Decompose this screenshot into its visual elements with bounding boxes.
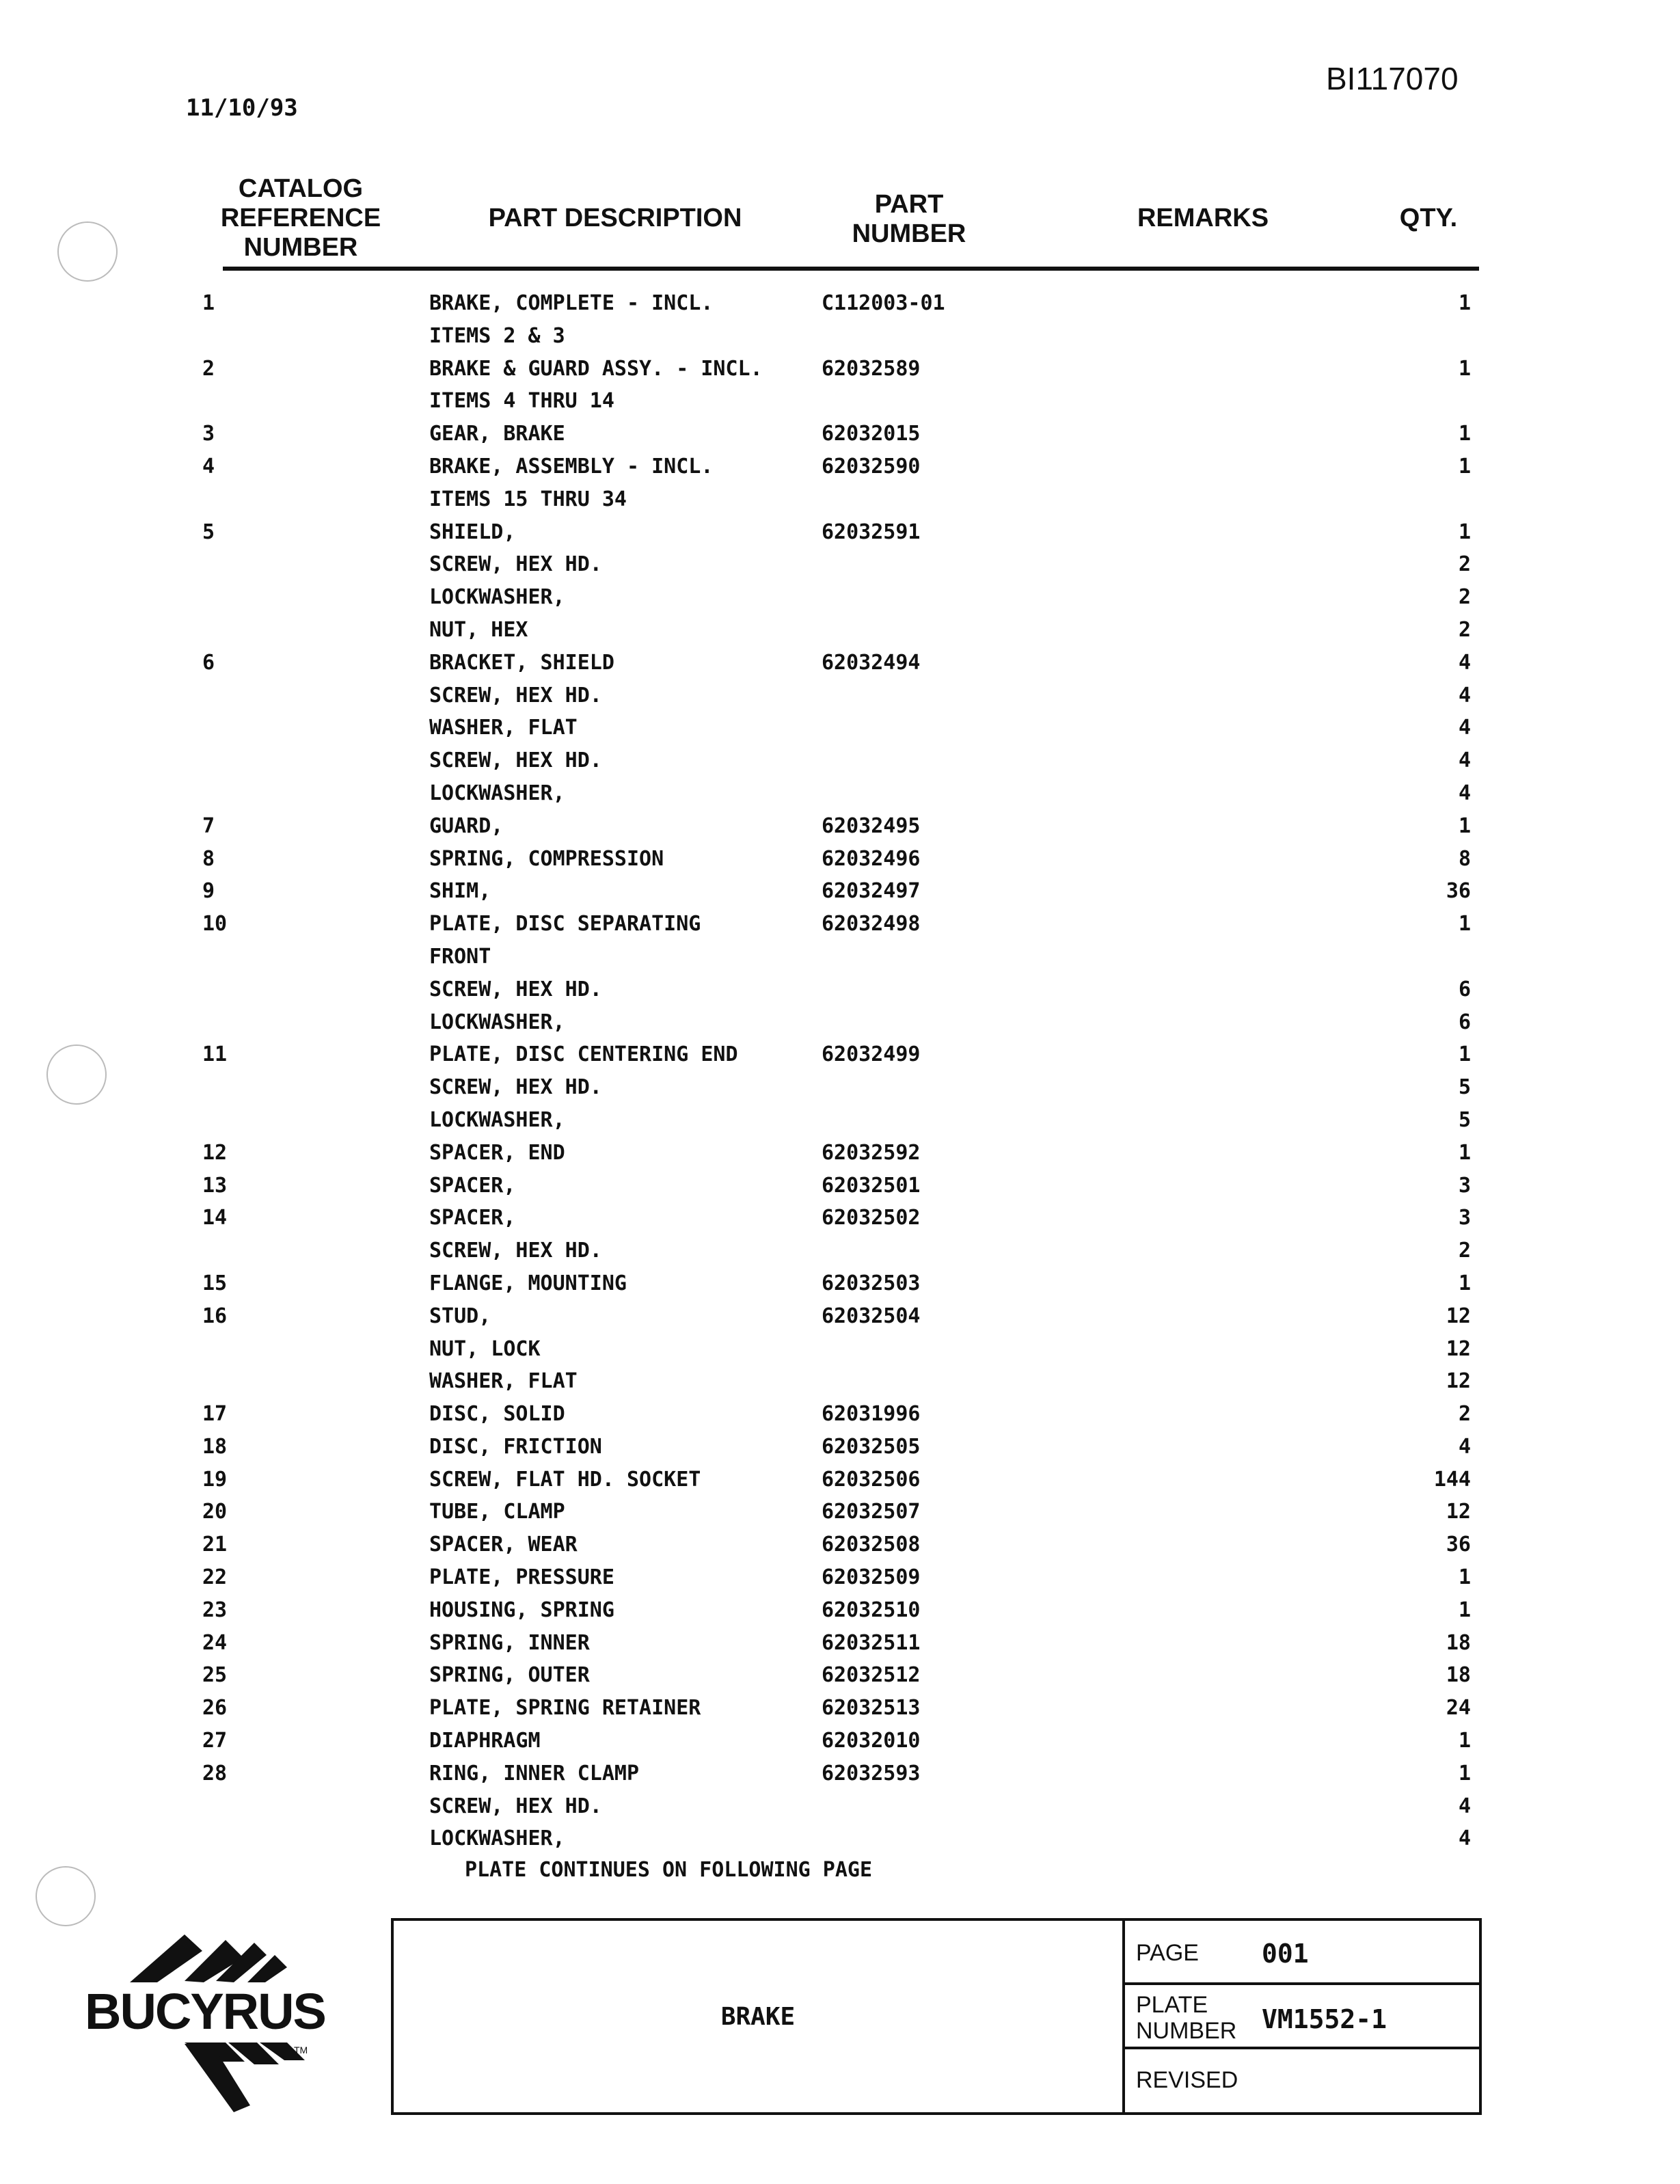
table-row <box>0 1762 1680 1794</box>
revised-cell <box>1125 2049 1479 2112</box>
part-description: LOCKWASHER, <box>429 781 565 805</box>
part-number: 62032508 <box>822 1533 921 1557</box>
table-row <box>0 1271 1680 1304</box>
header-remarks: REMARKS <box>1137 204 1269 232</box>
part-number: 62032504 <box>822 1304 921 1328</box>
table-row <box>0 1598 1680 1631</box>
table-row <box>0 1663 1680 1696</box>
quantity: 8 <box>1458 846 1471 871</box>
table-row <box>0 1369 1680 1402</box>
page-cell <box>1125 1921 1479 1985</box>
continues-note: PLATE CONTINUES ON FOLLOWING PAGE <box>465 1858 873 1882</box>
table-row <box>0 422 1680 455</box>
table-row <box>0 781 1680 814</box>
ref-number: 15 <box>202 1271 228 1295</box>
header-rule <box>223 267 1479 271</box>
table-row <box>0 1141 1680 1174</box>
part-description: SPRING, INNER <box>429 1630 590 1655</box>
part-description: STUD, <box>429 1304 491 1328</box>
quantity: 1 <box>1458 422 1471 446</box>
ref-number: 22 <box>202 1565 228 1590</box>
parts-list <box>0 291 1680 1859</box>
part-description: PLATE, DISC CENTERING END <box>429 1042 738 1067</box>
part-description: ITEMS 15 THRU 34 <box>429 487 627 511</box>
ref-number: 16 <box>202 1304 228 1328</box>
quantity: 2 <box>1458 617 1471 642</box>
table-row <box>0 1206 1680 1239</box>
ref-number: 10 <box>202 912 228 936</box>
part-description: WASHER, FLAT <box>429 716 578 740</box>
part-description: PLATE, PRESSURE <box>429 1565 614 1590</box>
part-description: BRAKE & GUARD ASSY. - INCL. <box>429 356 763 381</box>
part-number: 62032510 <box>822 1597 921 1622</box>
quantity: 2 <box>1458 585 1471 610</box>
part-description: SCREW, FLAT HD. SOCKET <box>429 1467 701 1492</box>
part-number: 62032589 <box>822 356 921 381</box>
quantity: 1 <box>1458 1597 1471 1622</box>
header-catalog-reference: CATALOG REFERENCE NUMBER <box>220 174 381 262</box>
part-description: NUT, HEX <box>429 617 528 642</box>
ref-number: 20 <box>202 1500 228 1524</box>
table-row <box>0 651 1680 684</box>
part-number: 62032593 <box>822 1761 921 1785</box>
quantity: 12 <box>1446 1500 1471 1524</box>
ref-number: 4 <box>202 454 215 478</box>
quantity: 4 <box>1458 650 1471 675</box>
quantity: 6 <box>1458 977 1471 1001</box>
quantity: 6 <box>1458 1010 1471 1034</box>
title-block-info <box>1122 1921 1479 2112</box>
quantity: 3 <box>1458 1173 1471 1198</box>
binder-hole <box>46 1044 107 1105</box>
ref-number: 7 <box>202 813 215 838</box>
logo-tm: TM <box>294 2045 308 2055</box>
part-number: 62032497 <box>822 879 921 904</box>
part-number: 62032506 <box>822 1467 921 1492</box>
quantity: 2 <box>1458 552 1471 577</box>
revised-label: REVISED <box>1136 2067 1238 2093</box>
part-description: TUBE, CLAMP <box>429 1500 565 1524</box>
part-description: HOUSING, SPRING <box>429 1597 614 1622</box>
part-description: SPRING, OUTER <box>429 1663 590 1688</box>
table-row <box>0 1533 1680 1565</box>
part-number: 62032592 <box>822 1140 921 1165</box>
part-description: SHIM, <box>429 879 491 904</box>
quantity: 144 <box>1433 1467 1471 1492</box>
part-description: PLATE, SPRING RETAINER <box>429 1696 701 1721</box>
title-block-title: BRAKE <box>720 2002 796 2031</box>
part-description: LOCKWASHER, <box>429 1010 565 1034</box>
part-description: ITEMS 4 THRU 14 <box>429 389 614 414</box>
quantity: 4 <box>1458 749 1471 773</box>
ref-number: 25 <box>202 1663 228 1688</box>
part-description: SCREW, HEX HD. <box>429 683 602 707</box>
table-row <box>0 455 1680 487</box>
quantity: 4 <box>1458 716 1471 740</box>
table-row <box>0 552 1680 585</box>
part-number: 62032010 <box>822 1729 921 1753</box>
page-label: PAGE <box>1136 1940 1199 1966</box>
part-description: DISC, FRICTION <box>429 1434 602 1459</box>
table-row <box>0 1729 1680 1762</box>
quantity: 5 <box>1458 1075 1471 1100</box>
part-description: NUT, LOCK <box>429 1336 541 1361</box>
ref-number: 2 <box>202 356 215 381</box>
table-row <box>0 1631 1680 1664</box>
quantity: 36 <box>1446 879 1471 904</box>
table-row <box>0 847 1680 880</box>
ref-number: 6 <box>202 650 215 675</box>
plate-label: PLATE NUMBER <box>1136 1992 1237 2044</box>
plate-cell <box>1125 1985 1479 2049</box>
part-number: 62032503 <box>822 1271 921 1295</box>
part-number: 62032507 <box>822 1500 921 1524</box>
quantity: 1 <box>1458 291 1471 315</box>
quantity: 12 <box>1446 1304 1471 1328</box>
title-block <box>391 1918 1482 2115</box>
part-description: LOCKWASHER, <box>429 1826 565 1851</box>
table-row <box>0 389 1680 422</box>
ref-number: 28 <box>202 1761 228 1785</box>
table-row <box>0 749 1680 781</box>
part-description: LOCKWASHER, <box>429 1107 565 1132</box>
part-description: SHIELD, <box>429 520 516 544</box>
ref-number: 18 <box>202 1434 228 1459</box>
table-row <box>0 487 1680 520</box>
part-description: DIAPHRAGM <box>429 1729 541 1753</box>
part-number: 62032496 <box>822 846 921 871</box>
part-description: SCREW, HEX HD. <box>429 1075 602 1100</box>
ref-number: 19 <box>202 1467 228 1492</box>
ref-number: 26 <box>202 1696 228 1721</box>
table-row <box>0 1108 1680 1141</box>
table-row <box>0 912 1680 945</box>
table-row <box>0 1402 1680 1435</box>
header-part-description: PART DESCRIPTION <box>488 204 742 232</box>
part-description: ITEMS 2 & 3 <box>429 323 565 348</box>
part-description: GEAR, BRAKE <box>429 422 565 446</box>
document-id: BI117070 <box>1326 61 1459 96</box>
part-description: BRACKET, SHIELD <box>429 650 614 675</box>
table-row <box>0 1696 1680 1729</box>
table-row <box>0 945 1680 978</box>
part-description: BRAKE, ASSEMBLY - INCL. <box>429 454 714 478</box>
part-description: LOCKWASHER, <box>429 585 565 610</box>
part-description: PLATE, DISC SEPARATING <box>429 912 701 936</box>
quantity: 2 <box>1458 1239 1471 1263</box>
part-number: 62032499 <box>822 1042 921 1067</box>
table-row <box>0 357 1680 390</box>
part-description: SCREW, HEX HD. <box>429 977 602 1001</box>
quantity: 36 <box>1446 1533 1471 1557</box>
part-description: SPACER, <box>429 1206 516 1230</box>
part-number: 62032590 <box>822 454 921 478</box>
part-description: SCREW, HEX HD. <box>429 1239 602 1263</box>
part-description: GUARD, <box>429 813 504 838</box>
table-row <box>0 1075 1680 1108</box>
header-qty: QTY. <box>1399 204 1458 232</box>
quantity: 4 <box>1458 1826 1471 1851</box>
part-description: WASHER, FLAT <box>429 1369 578 1394</box>
quantity: 18 <box>1446 1630 1471 1655</box>
quantity: 4 <box>1458 1434 1471 1459</box>
table-row <box>0 1239 1680 1271</box>
table-row <box>0 1565 1680 1598</box>
table-row <box>0 879 1680 912</box>
table-row <box>0 716 1680 749</box>
quantity: 1 <box>1458 1565 1471 1590</box>
binder-hole <box>57 221 118 282</box>
part-description: SPACER, WEAR <box>429 1533 578 1557</box>
table-row <box>0 1500 1680 1533</box>
part-number: 62032495 <box>822 813 921 838</box>
part-number: 62032505 <box>822 1434 921 1459</box>
table-row <box>0 1337 1680 1370</box>
ref-number: 27 <box>202 1729 228 1753</box>
part-description: BRAKE, COMPLETE - INCL. <box>429 291 714 315</box>
quantity: 18 <box>1446 1663 1471 1688</box>
part-number: 62032015 <box>822 422 921 446</box>
page-value: 001 <box>1262 1939 1309 1969</box>
ref-number: 8 <box>202 846 215 871</box>
table-row <box>0 618 1680 651</box>
part-number: 62032502 <box>822 1206 921 1230</box>
ref-number: 23 <box>202 1597 228 1622</box>
ref-number: 9 <box>202 879 215 904</box>
ref-number: 13 <box>202 1173 228 1198</box>
ref-number: 14 <box>202 1206 228 1230</box>
table-row <box>0 814 1680 847</box>
part-description: FLANGE, MOUNTING <box>429 1271 627 1295</box>
quantity: 1 <box>1458 1729 1471 1753</box>
quantity: 12 <box>1446 1336 1471 1361</box>
table-row <box>0 1826 1680 1859</box>
table-row <box>0 1794 1680 1827</box>
part-description: SPACER, END <box>429 1140 565 1165</box>
table-row <box>0 1010 1680 1043</box>
quantity: 1 <box>1458 813 1471 838</box>
quantity: 4 <box>1458 1794 1471 1818</box>
ref-number: 1 <box>202 291 215 315</box>
document-date: 11/10/93 <box>186 94 298 122</box>
part-number: 62032494 <box>822 650 921 675</box>
part-number: 62032591 <box>822 520 921 544</box>
part-description: SCREW, HEX HD. <box>429 1794 602 1818</box>
table-row <box>0 585 1680 618</box>
ref-number: 3 <box>202 422 215 446</box>
part-description: RING, INNER CLAMP <box>429 1761 640 1785</box>
quantity: 1 <box>1458 520 1471 544</box>
quantity: 5 <box>1458 1107 1471 1132</box>
part-number: C112003-01 <box>822 291 945 315</box>
part-number: 62032509 <box>822 1565 921 1590</box>
quantity: 1 <box>1458 1271 1471 1295</box>
ref-number: 17 <box>202 1402 228 1427</box>
quantity: 1 <box>1458 454 1471 478</box>
table-row <box>0 324 1680 357</box>
part-number: 62032498 <box>822 912 921 936</box>
header-part-number: PART NUMBER <box>852 190 966 248</box>
part-description: FRONT <box>429 944 491 969</box>
part-number: 62032512 <box>822 1663 921 1688</box>
table-row <box>0 1468 1680 1500</box>
ref-number: 11 <box>202 1042 228 1067</box>
quantity: 1 <box>1458 356 1471 381</box>
quantity: 2 <box>1458 1402 1471 1427</box>
ref-number: 5 <box>202 520 215 544</box>
quantity: 1 <box>1458 912 1471 936</box>
table-row <box>0 1042 1680 1075</box>
quantity: 12 <box>1446 1369 1471 1394</box>
part-description: SCREW, HEX HD. <box>429 552 602 577</box>
quantity: 1 <box>1458 1761 1471 1785</box>
binder-hole <box>36 1866 96 1926</box>
table-row <box>0 1174 1680 1206</box>
table-row <box>0 1435 1680 1468</box>
quantity: 4 <box>1458 781 1471 805</box>
ref-number: 12 <box>202 1140 228 1165</box>
quantity: 4 <box>1458 683 1471 707</box>
part-number: 62032501 <box>822 1173 921 1198</box>
ref-number: 21 <box>202 1533 228 1557</box>
logo-wordmark: BUCYRUS <box>85 1983 325 2040</box>
part-number: 62032511 <box>822 1630 921 1655</box>
quantity: 3 <box>1458 1206 1471 1230</box>
part-description: DISC, SOLID <box>429 1402 565 1427</box>
table-row <box>0 684 1680 716</box>
part-number: 62031996 <box>822 1402 921 1427</box>
table-row <box>0 291 1680 324</box>
table-row <box>0 978 1680 1010</box>
table-row <box>0 520 1680 553</box>
quantity: 1 <box>1458 1042 1471 1067</box>
part-description: SPRING, COMPRESSION <box>429 846 664 871</box>
ref-number: 24 <box>202 1630 228 1655</box>
part-number: 62032513 <box>822 1696 921 1721</box>
quantity: 1 <box>1458 1140 1471 1165</box>
quantity: 24 <box>1446 1696 1471 1721</box>
table-row <box>0 1304 1680 1337</box>
plate-value: VM1552-1 <box>1262 2004 1387 2034</box>
part-description: SCREW, HEX HD. <box>429 749 602 773</box>
part-description: SPACER, <box>429 1173 516 1198</box>
